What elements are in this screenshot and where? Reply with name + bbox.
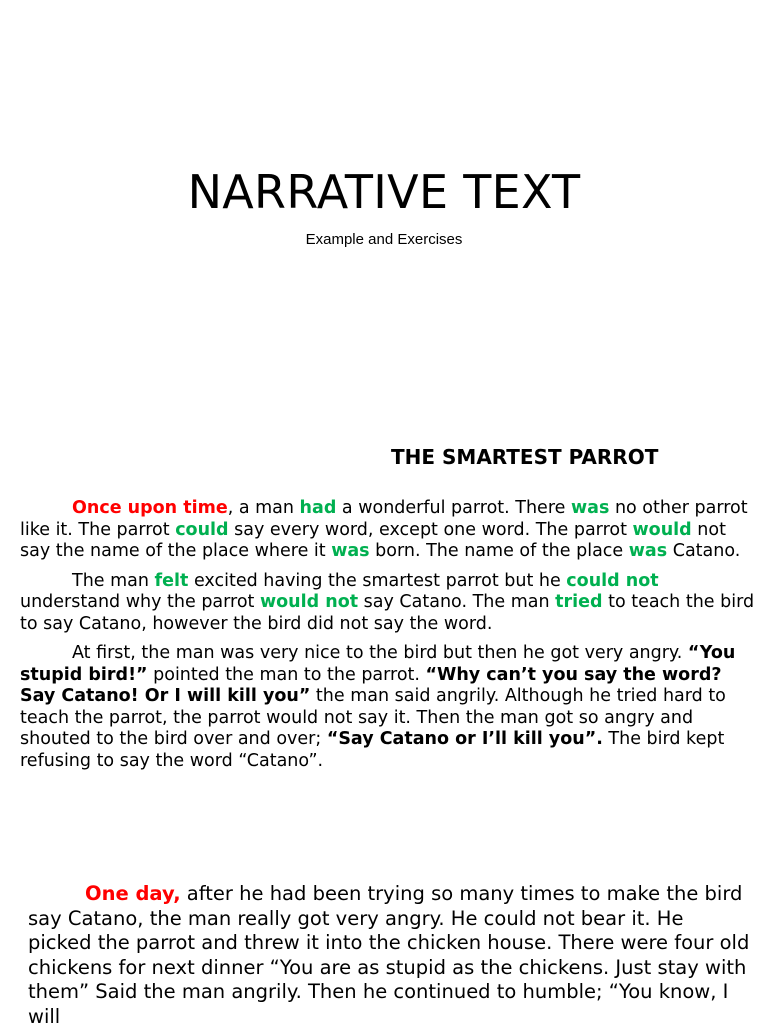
text-run: The man [72, 570, 155, 591]
text-run: understand why the parrot [20, 592, 260, 612]
text-run: say every word, except one word. The parrot [228, 519, 633, 540]
highlight-verb: was [331, 541, 370, 561]
text-run: , a man [227, 498, 300, 518]
slide-title: NARRATIVE TEXT [187, 165, 581, 219]
text-run: born. The name of the place [369, 541, 629, 561]
highlight-verb: felt [154, 570, 189, 591]
text-run: the man said angrily. Although he tried hard to teach the parrot, the parrot would not say it. Then the man got so angry and shouted to the bird over and over; [20, 686, 726, 749]
highlight-time-marker: One day, [85, 882, 181, 905]
story-continuation [28, 882, 753, 1029]
text-run: pointed the man to the parrot. [147, 664, 426, 685]
bold-quote: “Say Catano or I’ll kill you”. [326, 729, 603, 749]
highlight-verb: would not [259, 592, 359, 612]
highlight-time-marker: Once upon time [72, 498, 228, 518]
story-paragraph-4 [28, 882, 753, 1029]
text-run: after he had been trying so many times to make the bird say Catano, the man really got very angry. He could not bear it. He picked the parrot and threw it into the chicken house. There were four old chickens for next dinner “You are as stupid as the chickens. Just stay with them” Said the man angrily. Then he continued to humble; “You know, I will [28, 882, 750, 1028]
slide-subtitle: Example and Exercises [305, 231, 463, 248]
highlight-verb: tried [555, 592, 603, 612]
highlight-verb: had [299, 498, 337, 518]
story-paragraph-1 [20, 498, 760, 563]
text-run: Catano. [667, 541, 741, 561]
highlight-verb: would [632, 519, 692, 540]
highlight-verb: could not [566, 570, 659, 591]
bold-quote: “Why can’t you say the word? Say Catano! Or I will kill you” [20, 664, 722, 706]
text-run: excited having the smartest parrot but he [188, 570, 567, 591]
text-run: to teach the bird to say Catano, however the bird did not say the word. [20, 592, 755, 634]
bold-quote: “You stupid bird!” [20, 643, 736, 685]
story-body [20, 498, 760, 780]
story-paragraph-3 [20, 643, 760, 772]
text-run: The bird kept refusing to say the word “Catano”. [20, 729, 725, 771]
highlight-verb: was [570, 498, 610, 518]
highlight-verb: could [175, 519, 229, 540]
text-run: At first, the man was very nice to the bird but then he got very angry. [72, 643, 688, 663]
story-title: THE SMARTEST PARROT [391, 445, 659, 469]
story-paragraph-2 [20, 571, 760, 636]
text-run: a wonderful parrot. There [336, 498, 571, 518]
text-run: no other parrot like it. The parrot [20, 498, 748, 540]
text-run: not say the name of the place where it [20, 519, 726, 561]
highlight-verb: was [628, 541, 668, 561]
text-run: say Catano. The man [358, 592, 556, 612]
